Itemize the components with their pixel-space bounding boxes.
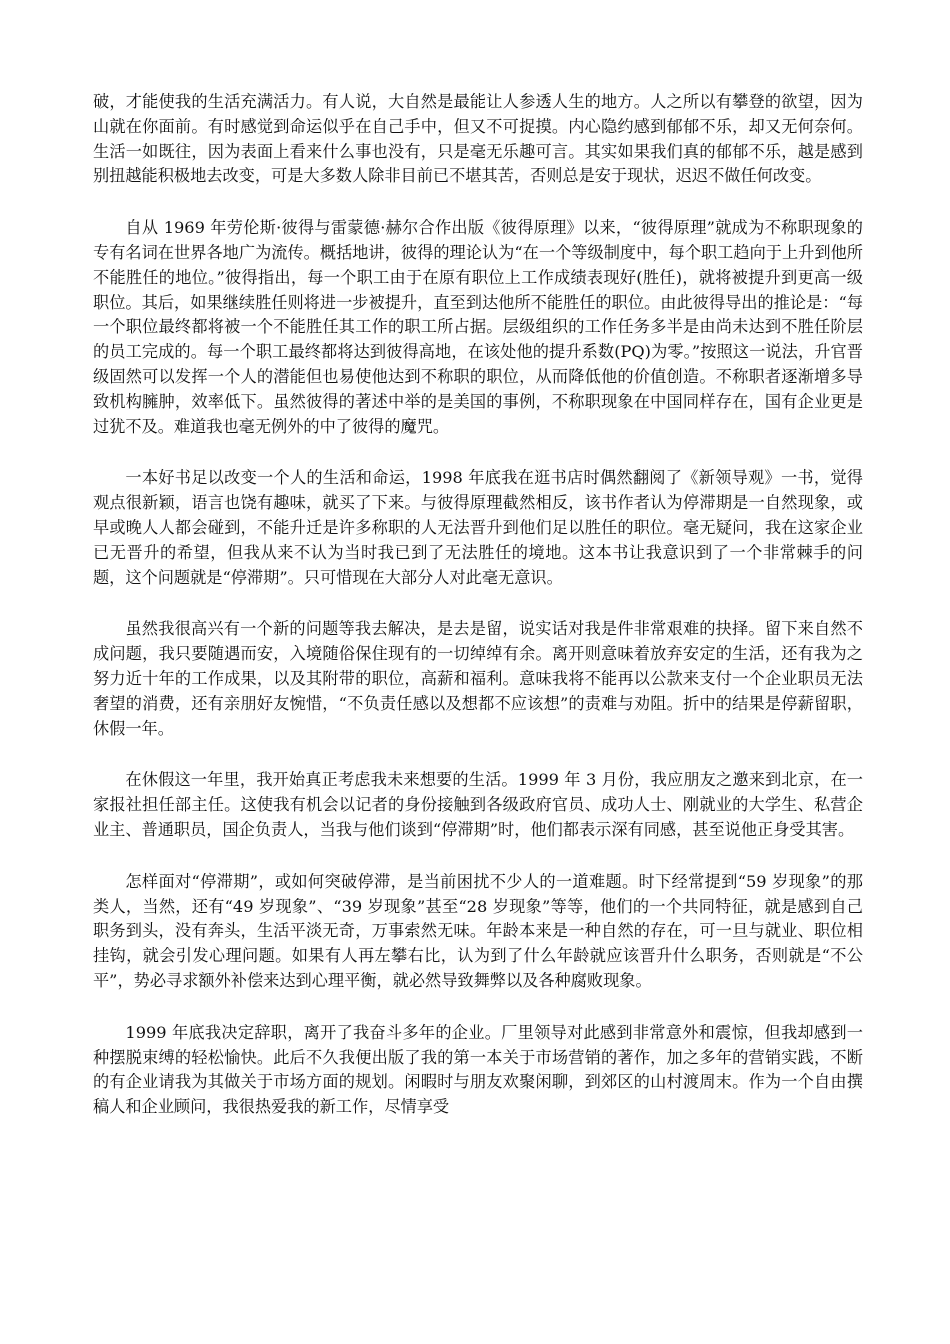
paragraph-peter-principle: 自从 1969 年劳伦斯·彼得与雷蒙德·赫尔合作出版《彼得原理》以来，“彼得原理”就成为不称职现象的专有名词在世界各地广为流传。概括地讲，彼得的理论认为“在一个等级制度中，每个职工趋向于上升到他所不能胜任的地位。”彼得指出，每一个职工由于在原有职位上工作成绩表现好(胜任)，就将被提升到更高一级职位。其后，如果继续胜任则将进一步被提升，直至到达他所不能胜任的职位。由此彼得导出的推论是：“每一个职位最终都将被一个不能胜任其工作的职工所占据。层级组织的工作任务多半是由尚未达到不胜任阶层的员工完成的。每一个职工最终都将达到彼得高地，在该处他的提升系数(PQ)为零。”按照这一说法，升官晋级固然可以发挥一个人的潜能但也易使他达到不称职的职位，从而降低他的价值创造。不称职者逐渐增多导致机构臃肿，效率低下。虽然彼得的著述中举的是美国的事例，不称职现象在中国同样存在，国有企业更是过犹不及。难道我也毫无例外的中了彼得的魔咒。: [93, 218, 863, 436]
paragraph-facing-stagnation: 怎样面对“停滞期”，或如何突破停滞，是当前困扰不少人的一道难题。时下经常提到“59 岁现象”的那类人，当然，还有“49 岁现象”、“39 岁现象”甚至“28 岁现象”等等，他们的一个共同特征，就是感到自己职务到头，没有奔头，生活平淡无奇，万事索然无味。年龄本来是一种自然的存在，可一旦与就业、职位相挂钩，就会引发心理问题。如果有人再左攀右比，认为到了什么年龄就应该晋升什么职务，否则就是“不公平”，势必寻求额外补偿来达到心理平衡，就必然导致舞弊以及各种腐败现象。: [93, 871, 863, 990]
paragraph-continuation: 破，才能使我的生活充满活力。有人说，大自然是最能让人参透人生的地方。人之所以有攀登的欲望，因为山就在你面前。有时感觉到命运似乎在自己手中，但又不可捉摸。内心隐约感到郁郁不乐，却又无何奈何。生活一如既往，因为表面上看来什么事也没有，只是毫无乐趣可言。其实如果我们真的郁郁不乐，越是感到别扭越能积极地去改变，可是大多数人除非目前已不堪其苦，否则总是安于现状，迟迟不做任何改变。: [93, 92, 863, 186]
body-text: [93, 90, 863, 1147]
paragraph-new-leadership-book: 一本好书足以改变一个人的生活和命运，1998 年底我在逛书店时偶然翻阅了《新领导观》一书，觉得观点很新颖，语言也饶有趣味，就买了下来。与彼得原理截然相反，该书作者认为停滞期是一自然现象，或早或晚人人都会碰到，不能升迁是许多称职的人无法晋升到他们足以胜任的职位。毫无疑问，我在这家企业已无晋升的希望，但我从来不认为当时我已到了无法胜任的境地。这本书让我意识到了一个非常棘手的问题，这个问题就是“停滞期”。只可惜现在大部分人对此毫无意识。: [93, 468, 863, 587]
paragraph-resignation: 1999 年底我决定辞职，离开了我奋斗多年的企业。厂里领导对此感到非常意外和震惊，但我却感到一种摆脱束缚的轻松愉快。此后不久我便出版了我的第一本关于市场营销的著作，加之多年的营销实践，不断的有企业请我为其做关于市场方面的规划。闲暇时与朋友欢聚闲聊，到郊区的山村渡周末。作为一个自由撰稿人和企业顾问，我很热爱我的新工作，尽情享受: [93, 1022, 863, 1117]
paragraph-difficult-choice: 虽然我很高兴有一个新的问题等我去解决，是去是留，说实话对我是件非常艰难的抉择。留下来自然不成问题，我只要随遇而安，入境随俗保住现有的一切绰绰有余。离开则意味着放弃安定的生活，还有我为之努力近十年的工作成果，以及其附带的职位，高薪和福利。意味我将不能再以公款来支付一个企业职员无法奢望的消费，还有亲朋好友惋惜，“不负责任感以及想都不应该想”的责难与劝阻。折中的结果是停薪留职，休假一年。: [93, 619, 863, 738]
paragraph-year-of-leave: 在休假这一年里，我开始真正考虑我未来想要的生活。1999 年 3 月份，我应朋友之邀来到北京，在一家报社担任部主任。这使我有机会以记者的身份接触到各级政府官员、成功人士、刚就业的大学生、私营企业主、普通职员，国企负责人，当我与他们谈到“停滞期”时，他们都表示深有同感，甚至说他正身受其害。: [93, 770, 863, 839]
